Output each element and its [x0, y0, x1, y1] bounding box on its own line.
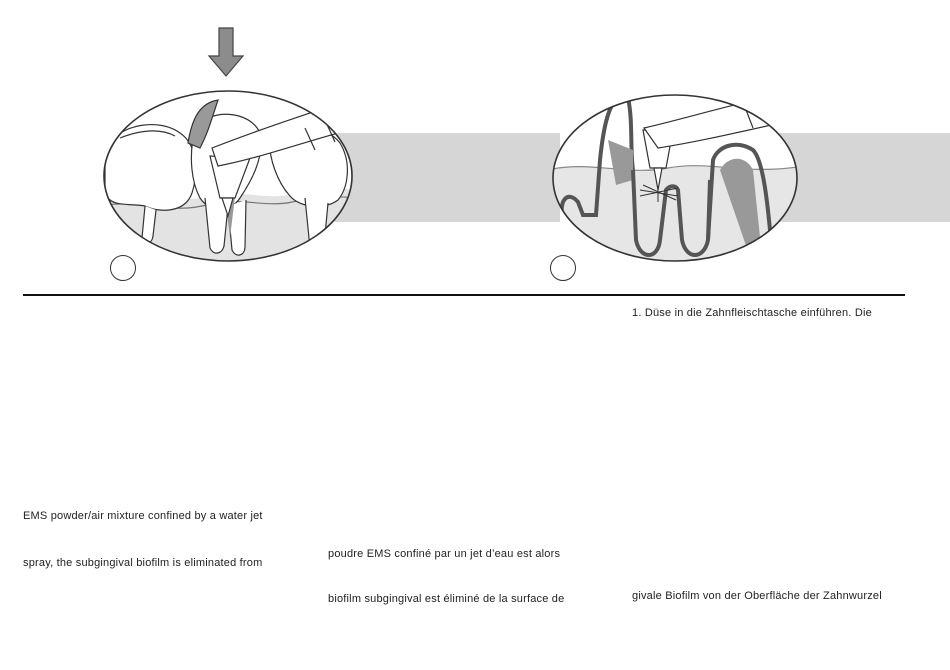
downward-arrow-icon: [207, 27, 245, 77]
gray-band-left: [320, 133, 560, 222]
section-divider: [23, 294, 905, 296]
step-circle-right: [550, 255, 576, 281]
english-text-line-2: spray, the subgingival biofilm is eliminated from: [23, 557, 263, 569]
illustration-left-teeth: [100, 88, 356, 268]
french-text-line-1: poudre EMS confiné par un jet d’eau est alors: [328, 548, 561, 560]
german-text-line-1: 1. Düse in die Zahnfleischtasche einführen. Die: [632, 307, 872, 319]
french-text-line-2: biofilm subgingival est éliminé de la surface de: [328, 593, 565, 605]
english-text-line-1: EMS powder/air mixture confined by a water jet: [23, 510, 263, 522]
illustration-right-pocket: [548, 90, 803, 266]
step-circle-left: [110, 255, 136, 281]
german-text-line-2: givale Biofilm von der Oberfläche der Zahnwurzel: [632, 590, 882, 602]
